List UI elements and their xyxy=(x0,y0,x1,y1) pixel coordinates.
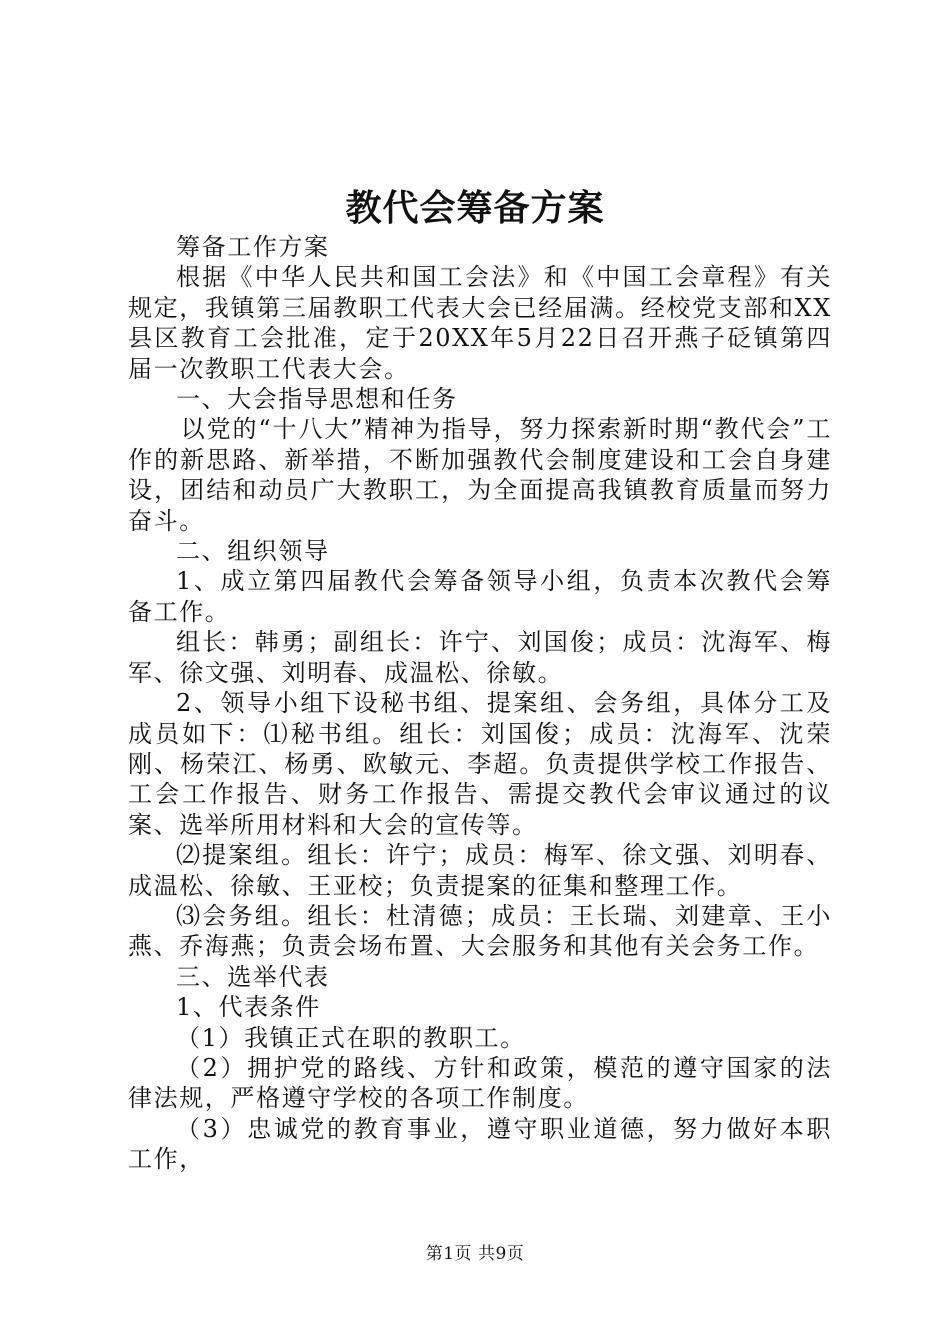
section-heading-1: 一、大会指导思想和任务 xyxy=(176,385,458,414)
condition-item-3: （3）忠诚党的教育事业，遵守职业道德，努力做好本职工作， xyxy=(128,1114,832,1174)
section-heading-2: 二、组织领导 xyxy=(176,537,330,566)
section-heading-3: 三、选举代表 xyxy=(176,962,330,991)
section-heading-plan: 筹备工作方案 xyxy=(176,233,330,261)
document-body xyxy=(128,232,832,1175)
subheading-conditions: 1、代表条件 xyxy=(176,993,321,1022)
condition-item-2: （2）拥护党的路线、方针和政策，模范的遵守国家的法律法规，严格遵守学校的各项工作制度。 xyxy=(128,1053,832,1113)
paragraph-affairs-group: ⑶会务组。组长：杜清德；成员：王长瑞、刘建章、王小燕、乔海燕；负责会场布置、大会服务和其他有关会务工作。 xyxy=(128,901,832,961)
document-title: 教代会筹备方案 xyxy=(345,187,605,229)
paragraph-guiding-thought: 以党的“十八大”精神为指导，努力探索新时期“教代会”工作的新思路、新举措，不断加强教代会制度建设和工会自身建设，团结和动员广大教职工，为全面提高我镇教育质量而努力奋斗。 xyxy=(128,415,832,535)
paragraph-proposal-group: ⑵提案组。组长：许宁；成员：梅军、徐文强、刘明春、成温松、徐敏、王亚校；负责提案的征集和整理工作。 xyxy=(128,841,832,900)
paragraph-leading-group: 1、成立第四届教代会筹备领导小组，负责本次教代会筹备工作。 xyxy=(128,567,832,626)
paragraph-subgroups: 2、领导小组下设秘书组、提案组、会务组，具体分工及成员如下：⑴秘书组。组长：刘国俊；成员：沈海军、沈荣刚、杨荣江、杨勇、欧敏元、李超。负责提供学校工作报告、工会工作报告、财务工作报告、需提交教代会审议通过的议案、选举所用材料和大会的宣传等。 xyxy=(128,689,832,839)
condition-item-1: （1）我镇正式在职的教职工。 xyxy=(176,1023,526,1052)
paragraph-intro: 根据《中华人民共和国工会法》和《中国工会章程》有关规定，我镇第三届教职工代表大会已经届满。经校党支部和XX县区教育工会批准，定于20XX年5月22日召开燕子砭镇第四届一次教职工代表大会。 xyxy=(128,263,832,383)
paragraph-group-members: 组长：韩勇；副组长：许宁、刘国俊；成员：沈海军、梅军、徐文强、刘明春、成温松、徐敏。 xyxy=(128,628,832,687)
page-footer: 第1页 共9页 xyxy=(425,1244,525,1264)
